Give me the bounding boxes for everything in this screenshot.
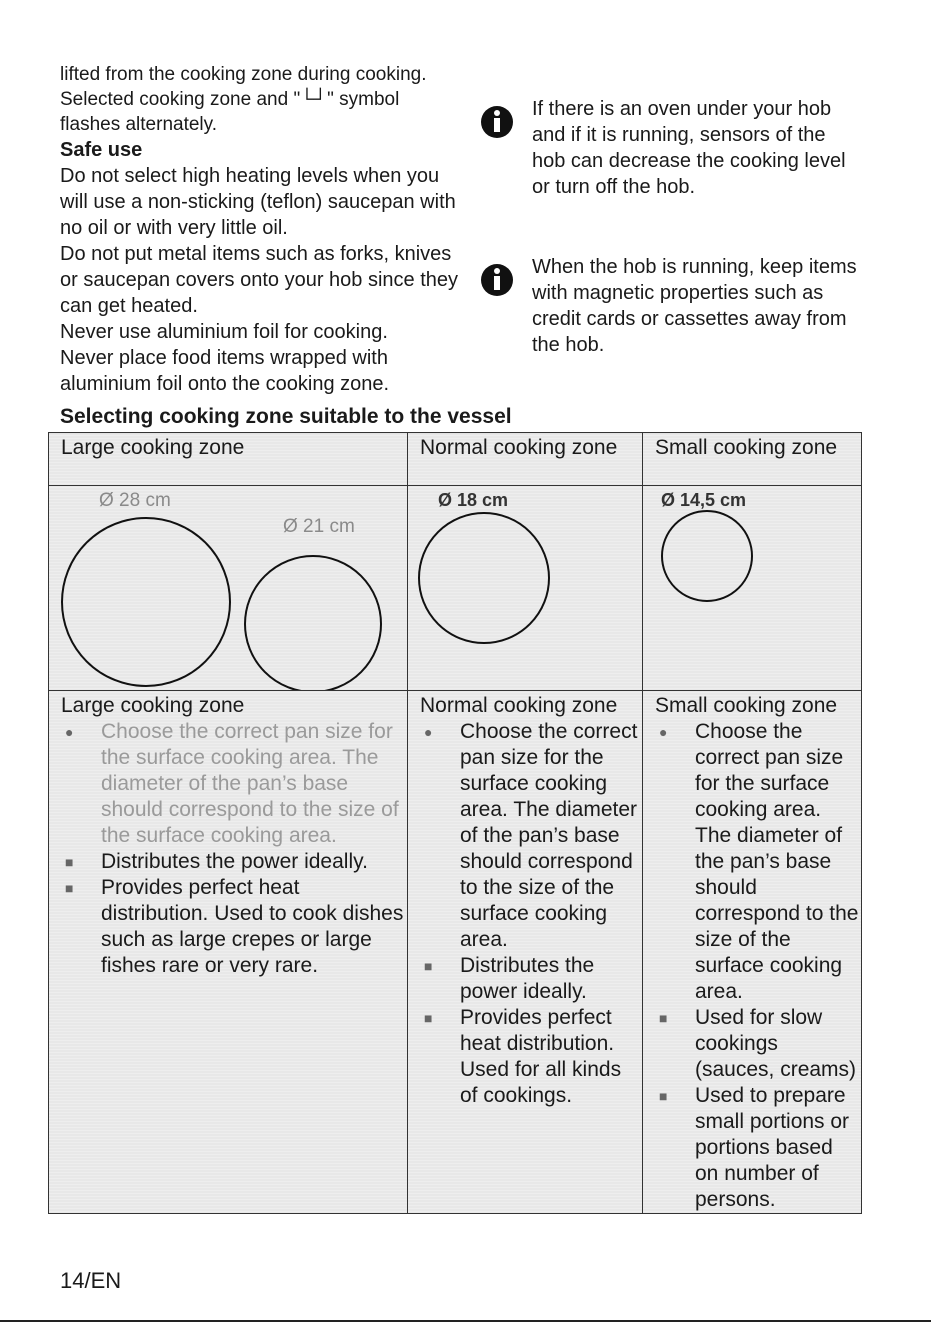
safe-use-paragraph: Do not select high heating levels when you will use a non-sticking (teflon) saucepan with no oil or with very little oil. bbox=[60, 165, 456, 239]
small-zone-title: Small cooking zone bbox=[655, 694, 838, 717]
large-zone-diagram bbox=[49, 486, 408, 691]
cooking-zone-table bbox=[48, 432, 862, 1214]
page-bottom-rule bbox=[0, 1320, 931, 1322]
page-number: 14/EN bbox=[60, 1268, 122, 1293]
list-item: ● Choose the correct pan size for the surface cooking area. The diameter of the pan’s base should correspond to the size of the surface cooking area. bbox=[424, 720, 638, 951]
normal-zone-description bbox=[408, 691, 643, 1214]
list-item: ● Choose the correct pan size for the surface cooking area. The diameter of the pan’s base should correspond to the size of the surface cooking area. bbox=[659, 720, 859, 1003]
safe-use-paragraph: Never place food items wrapped with aluminium foil onto the cooking zone. bbox=[60, 347, 390, 395]
info-icon bbox=[480, 102, 514, 140]
diameter-label-28: Ø 28 cm bbox=[99, 490, 171, 511]
safe-use-heading: Safe use bbox=[60, 139, 143, 161]
large-zone-circle bbox=[62, 518, 230, 686]
small-zone-description bbox=[643, 691, 862, 1214]
header-small: Small cooking zone bbox=[643, 433, 862, 486]
list-item: ■ Used for slow cookings (sauces, creams) bbox=[659, 1006, 857, 1081]
intro-text: lifted from the cooking zone during cooking. Selected cooking zone and "└┘" symbol flashes alternately. bbox=[60, 64, 427, 135]
small-zone-circle bbox=[662, 511, 752, 601]
info-note-text: When the hob is running, keep items with magnetic properties such as credit cards or cassettes away from the hob. bbox=[532, 256, 857, 356]
list-item: ● Choose the correct pan size for the surface cooking area. The diameter of the pan’s base should correspond to the size of the surface cooking area. bbox=[65, 720, 399, 847]
list-item: ■ Provides perfect heat distribution. Used to cook dishes such as large crepes or large fishes rare or very rare. bbox=[65, 876, 404, 977]
small-zone-bullets bbox=[655, 719, 861, 1213]
diameter-label-18: Ø 18 cm bbox=[438, 490, 509, 510]
normal-zone-circle bbox=[419, 513, 549, 643]
list-item: ■ Used to prepare small portions or portions based on number of persons. bbox=[659, 1084, 850, 1211]
large-zone-title: Large cooking zone bbox=[61, 694, 245, 717]
medium-zone-circle bbox=[245, 556, 381, 690]
info-icon bbox=[480, 260, 514, 298]
list-item: ■ Distributes the power ideally. bbox=[424, 954, 595, 1003]
safe-use-paragraph: Do not put metal items such as forks, knives or saucepan covers onto your hob since they can get heated. bbox=[60, 243, 459, 317]
info-note bbox=[480, 254, 860, 374]
small-zone-diagram bbox=[643, 486, 862, 691]
section-title: Selecting cooking zone suitable to the vessel bbox=[60, 405, 512, 428]
info-note bbox=[480, 96, 860, 216]
list-item: ■ Provides perfect heat distribution. Used for all kinds of cookings. bbox=[424, 1006, 622, 1107]
left-column bbox=[60, 62, 460, 397]
safe-use-paragraph: Never use aluminium foil for cooking. bbox=[60, 321, 388, 343]
info-note-text: If there is an oven under your hob and if it is running, sensors of the hob can decrease the cooking level or turn off the hob. bbox=[532, 98, 846, 198]
header-large: Large cooking zone bbox=[49, 433, 408, 486]
diameter-label-14-5: Ø 14,5 cm bbox=[661, 490, 747, 510]
header-normal: Normal cooking zone bbox=[408, 433, 643, 486]
large-zone-description bbox=[49, 691, 408, 1214]
normal-zone-diagram bbox=[408, 486, 643, 691]
diameter-label-21: Ø 21 cm bbox=[283, 516, 355, 537]
normal-zone-bullets bbox=[420, 719, 642, 1109]
list-item: ■ Distributes the power ideally. bbox=[65, 850, 368, 873]
large-zone-bullets bbox=[61, 719, 407, 979]
normal-zone-title: Normal cooking zone bbox=[420, 694, 618, 717]
